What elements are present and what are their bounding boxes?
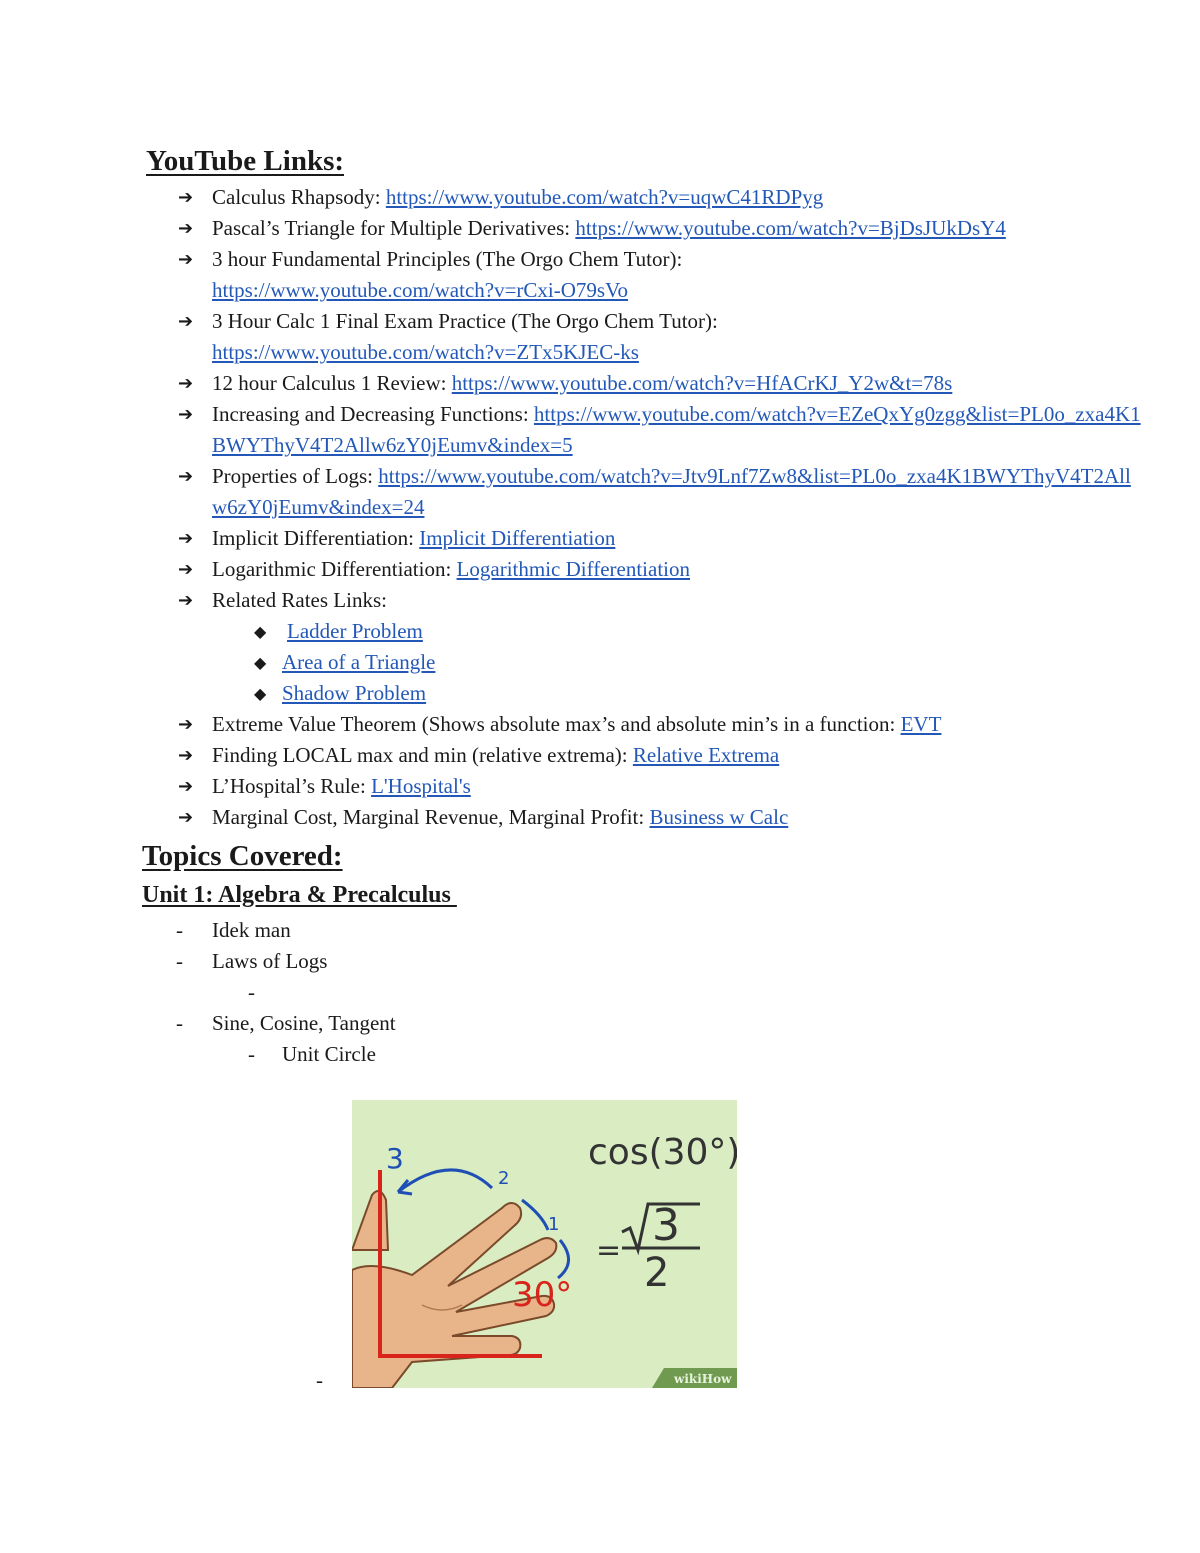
list-item [142,213,1142,244]
topics-covered-heading: Topics Covered: [142,840,343,872]
list-item [142,977,1142,1008]
arrow-bullet-icon: ➔ [178,218,194,239]
diamond-bullet-icon: ◆ [254,684,267,703]
diamond-bullet-icon: ◆ [254,622,267,641]
link-description: Marginal Cost, Marginal Revenue, Marginal Profit: [212,805,650,829]
list-item [142,182,1142,213]
youtube-links-list [142,182,1142,616]
dash-bullet: - [176,1011,183,1035]
list-item [142,368,1142,399]
arrow-bullet-icon: ➔ [178,714,194,735]
arrow-bullet-icon: ➔ [178,807,194,828]
link-description: Logarithmic Differentiation: [212,557,457,581]
link-lhospitals[interactable]: L'Hospital's [371,774,471,798]
arrow-bullet-icon: ➔ [178,373,194,394]
list-item [142,709,1142,740]
link-description: 12 hour Calculus 1 Review: [212,371,452,395]
wikihow-watermark: wikiHow [674,1372,732,1386]
list-item [142,1008,1142,1039]
link-description: 3 Hour Calc 1 Final Exam Practice (The Orgo Chem Tutor): [212,309,718,333]
arrow-bullet-icon: ➔ [178,528,194,549]
link-implicit-differentiation[interactable]: Implicit Differentiation [419,526,616,550]
list-item [142,647,1142,678]
arrow-bullet-icon: ➔ [178,745,194,766]
list-item [142,1039,1142,1070]
link-12-hour-review[interactable]: https://www.youtube.com/watch?v=HfACrKJ_Y2w&t=78s [451,371,953,395]
unit1-list [142,915,1142,1070]
equals-sign: = [596,1233,622,1268]
list-item [142,306,1142,368]
dash-bullet: - [176,949,183,973]
link-area-of-triangle[interactable]: Area of a Triangle [282,650,436,674]
list-item [142,585,1142,616]
link-ladder-problem[interactable]: Ladder Problem [287,619,423,643]
link-description: Increasing and Decreasing Functions: [212,402,534,426]
sqrt-numerator: 3 [652,1200,680,1251]
dash-bullet: - [248,1042,255,1066]
content [142,140,1142,1070]
list-item [142,244,1142,306]
diamond-bullet-icon: ◆ [254,653,267,672]
arrow-bullet-icon: ➔ [178,559,194,580]
angle-label: 30° [512,1275,573,1315]
list-item [142,616,1142,647]
unit-circle-hand-image [352,1100,737,1388]
link-description: Finding LOCAL max and min (relative extrema): [212,743,633,767]
link-description: 3 hour Fundamental Principles (The Orgo Chem Tutor): [212,247,683,271]
youtube-links-list-continued [142,709,1142,833]
arrow-bullet-icon: ➔ [178,404,194,425]
link-calc1-final-exam[interactable]: https://www.youtube.com/watch?v=ZTx5KJEC-ks [212,340,639,364]
link-description: L’Hospital’s Rule: [212,774,372,798]
link-description: Calculus Rhapsody: [212,185,386,209]
list-item [142,946,1142,977]
cos-label: cos(30°) [588,1132,737,1173]
unit1-heading: Unit 1: Algebra & Precalculus [142,882,457,908]
finger-number-3: 3 [386,1142,404,1175]
list-item [142,740,1142,771]
related-rates-label: Related Rates Links: [212,588,387,612]
link-shadow-problem[interactable]: Shadow Problem [282,681,427,705]
list-item [142,771,1142,802]
link-description: Extreme Value Theorem (Shows absolute max’s and absolute min’s in a function: [212,712,901,736]
link-description: Implicit Differentiation: [212,526,420,550]
youtube-links-heading: YouTube Links: [146,145,345,177]
list-item [142,523,1142,554]
list-item [142,461,1142,523]
link-fundamental-principles[interactable]: https://www.youtube.com/watch?v=rCxi-O79sVo [212,278,629,302]
arrow-bullet-icon: ➔ [178,311,194,332]
topic-text: Unit Circle [282,1042,376,1066]
link-business-w-calc[interactable]: Business w Calc [649,805,789,829]
arrow-bullet-icon: ➔ [178,776,194,797]
link-pascals-triangle[interactable]: https://www.youtube.com/watch?v=BjDsJUkDsY4 [575,216,1006,240]
arrow-bullet-icon: ➔ [178,187,194,208]
arrow-bullet-icon: ➔ [178,590,194,611]
link-description: Properties of Logs: [212,464,379,488]
topic-text: Idek man [212,918,291,942]
dash-bullet: - [176,918,183,942]
list-item [142,915,1142,946]
link-description: Pascal’s Triangle for Multiple Derivatives: [212,216,576,240]
finger-number-1: 1 [548,1214,560,1235]
topic-text: Sine, Cosine, Tangent [212,1011,396,1035]
related-rates-list [142,616,1142,709]
list-item [142,554,1142,585]
finger-number-2: 2 [498,1168,510,1189]
list-item [142,678,1142,709]
link-relative-extrema[interactable]: Relative Extrema [632,743,780,767]
dash-bullet: - [248,980,255,1004]
link-properties-of-logs[interactable]: https://www.youtube.com/watch?v=Jtv9Lnf7Zw8&list=PL0o_zxa4K1BWYThyV4T2Allw6zY0jEumv&index=24 [212,464,1131,519]
arrow-bullet-icon: ➔ [178,249,194,270]
denominator: 2 [644,1250,670,1296]
list-item [142,399,1142,461]
arrow-bullet-icon: ➔ [178,466,194,487]
dash-bullet: - [316,1368,323,1392]
link-evt[interactable]: EVT [900,712,942,736]
link-logarithmic-differentiation[interactable]: Logarithmic Differentiation [456,557,690,581]
link-calculus-rhapsody[interactable]: https://www.youtube.com/watch?v=uqwC41RDPyg [385,185,824,209]
topic-text: Laws of Logs [212,949,328,973]
list-item [142,802,1142,833]
link-increasing-decreasing[interactable]: https://www.youtube.com/watch?v=EZeQxYg0zgg&list=PL0o_zxa4K1BWYThyV4T2Allw6zY0jEumv&index=5 [212,402,1141,457]
